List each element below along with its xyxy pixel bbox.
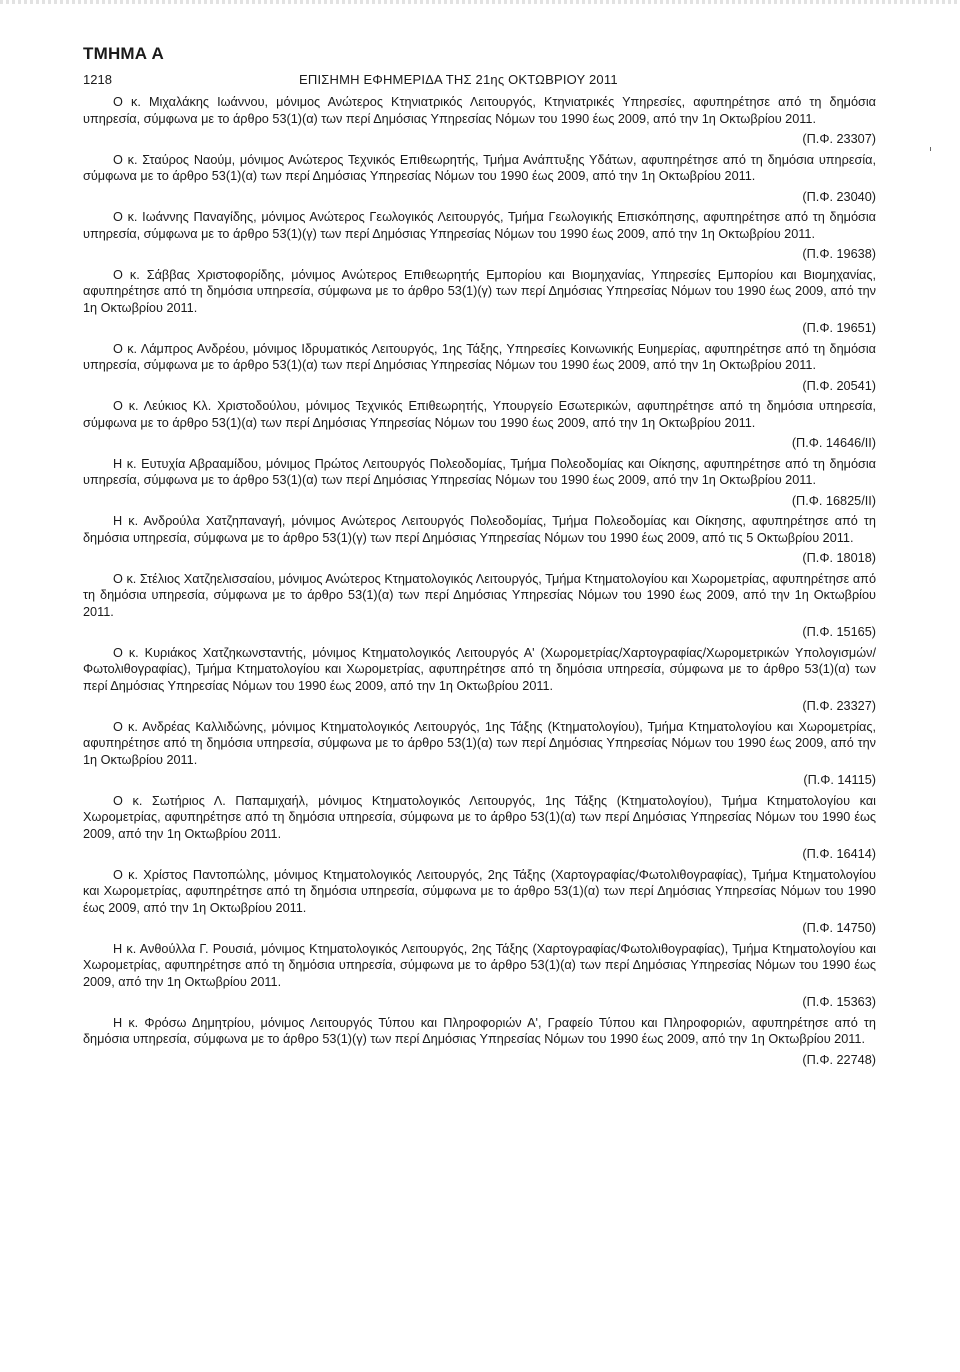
notice-text: Η κ. Ανδρούλα Χατζηπαναγή, μόνιμος Ανώτερος Λειτουργός Πολεοδομίας, Τμήμα Πολεοδομίας και Οίκησης, αφυπηρέτησε από τη δημόσια υπηρεσία, σύμφωνα με το άρθρο 53(1)(γ) των περί Δημόσιας Υπηρεσίας Νόμων του 1990 έως 2009, από τις 5 Οκτωβρίου 2011. bbox=[83, 514, 876, 545]
notice-reference: (Π.Φ. 20541) bbox=[802, 378, 876, 393]
notice-entry bbox=[83, 1015, 876, 1069]
notice-entry bbox=[83, 941, 876, 1011]
page-number: 1218 bbox=[83, 72, 112, 87]
notice-text: Ο κ. Σάββας Χριστοφορίδης, μόνιμος Ανώτερος Επιθεωρητής Εμπορίου και Βιομηχανίας, Υπηρεσίες Εμπορίου και Βιομηχανίας, αφυπηρέτησε από τη δημόσια υπηρεσία, σύμφωνα με το άρθρο 53(1)(γ) των περί Δημόσιας Υπηρεσίας Νόμων του 1990 έως 2009, από την 1η Οκτωβρίου 2011. bbox=[83, 267, 876, 315]
notice-entry bbox=[83, 267, 876, 337]
notice-entry bbox=[83, 341, 876, 395]
notice-reference: (Π.Φ. 15363) bbox=[802, 995, 876, 1009]
notice-reference: (Π.Φ. 16414) bbox=[802, 847, 876, 861]
notice-reference: (Π.Φ. 22748) bbox=[802, 1052, 876, 1067]
notice-reference: (Π.Φ. 19651) bbox=[802, 321, 876, 335]
notice-entry bbox=[83, 793, 876, 863]
section-title: ΤΜΗΜΑ Α bbox=[83, 44, 165, 63]
notice-entry bbox=[83, 152, 876, 206]
page-header bbox=[83, 72, 876, 90]
notice-entry bbox=[83, 571, 876, 641]
notice-entry bbox=[83, 456, 876, 510]
margin-mark bbox=[930, 147, 931, 151]
notice-text: Ο κ. Σταύρος Ναούμ, μόνιμος Ανώτερος Τεχνικός Επιθεωρητής, Τμήμα Ανάπτυξης Υδάτων, αφυπηρέτησε από τη δημόσια υπηρεσία, σύμφωνα με το άρθρο 53(1)(α) των περί Δημόσιας Υπηρεσίας Νόμων του 1990 έως 2009, από την 1η Οκτωβρίου 2011. bbox=[83, 152, 876, 183]
notice-reference: (Π.Φ. 19638) bbox=[802, 247, 876, 261]
notice-entry bbox=[83, 513, 876, 567]
notice-reference: (Π.Φ. 14750) bbox=[802, 921, 876, 935]
notice-text: Η κ. Ανθούλλα Γ. Ρουσιά, μόνιμος Κτηματολογικός Λειτουργός, 2ης Τάξης (Χαρτογραφίας/Φωτολιθογραφίας), Τμήμα Κτηματολογίου και Χωρομετρίας, αφυπηρέτησε από τη δημόσια υπηρεσία, σύμφωνα με το άρθρο 53(1)(α) των περί Δημόσιας Υπηρεσίας Νόμων του 1990 έως 2009, από την 1η Οκτωβρίου 2011. bbox=[83, 941, 876, 989]
notice-text: Ο κ. Μιχαλάκης Ιωάννου, μόνιμος Ανώτερος Κτηνιατρικός Λειτουργός, Κτηνιατρικές Υπηρεσίες, αφυπηρέτησε από τη δημόσια υπηρεσία, σύμφωνα με το άρθρο 53(1)(α) των περί Δημόσιας Υπηρεσίας Νόμων του 1990 έως 2009, από την 1η Οκτωβρίου 2011. bbox=[83, 95, 876, 126]
notice-text: Ο κ. Στέλιος Χατζηελισσαίου, μόνιμος Ανώτερος Κτηματολογικός Λειτουργός, Τμήμα Κτηματολογίου και Χωρομετρίας, αφυπηρέτησε από τη δημόσια υπηρεσία, σύμφωνα με το άρθρο 53(1)(α) των περί Δημόσιας Υπηρεσίας Νόμων του 1990 έως 2009, από την 1η Οκτωβρίου 2011. bbox=[83, 571, 876, 619]
notice-entry bbox=[83, 645, 876, 715]
notice-reference: (Π.Φ. 15165) bbox=[802, 625, 876, 639]
notice-text: Ο κ. Λάμπρος Ανδρέου, μόνιμος Ιδρυματικός Λειτουργός, 1ης Τάξης, Υπηρεσίες Κοινωνικής Ευημερίας, αφυπηρέτησε από τη δημόσια υπηρεσία, σύμφωνα με το άρθρο 53(1)(α) των περί Δημόσιας Υπηρεσίας Νόμων του 1990 έως 2009, από την 1η Οκτωβρίου 2011. bbox=[83, 341, 876, 372]
notice-entry bbox=[83, 867, 876, 937]
notice-text: Ο κ. Κυριάκος Χατζηκωνσταντής, μόνιμος Κτηματολογικός Λειτουργός Α' (Χωρομετρίας/Χαρτογραφίας/Χωρομετρικών Υπολογισμών/Φωτολιθογραφίας), Τμήμα Κτηματολογίου και Χωρομετρίας, αφυπηρέτησε από τη δημόσια υπηρεσία, σύμφωνα με το άρθρο 53(1)(α) των περί Δημόσιας Υπηρεσίας Νόμων του 1990 έως 2009, από την 1η Οκτωβρίου 2011. bbox=[83, 645, 876, 693]
notice-entry bbox=[83, 209, 876, 263]
notice-reference: (Π.Φ. 23307) bbox=[802, 132, 876, 146]
notice-text: Ο κ. Σωτήριος Λ. Παπαμιχαήλ, μόνιμος Κτηματολογικός Λειτουργός, 1ης Τάξης (Κτηματολογίου), Τμήμα Κτηματολογίου και Χωρομετρίας, αφυπηρέτησε από τη δημόσια υπηρεσία, σύμφωνα με το άρθρο 53(1)(α) των περί Δημόσιας Υπηρεσίας Νόμων του 1990 έως 2009, από την 1η Οκτωβρίου 2011. bbox=[83, 793, 876, 841]
notice-text: Ο κ. Ιωάννης Παναγίδης, μόνιμος Ανώτερος Γεωλογικός Λειτουργός, Τμήμα Γεωλογικής Επισκόπησης, αφυπηρέτησε από τη δημόσια υπηρεσία, σύμφωνα με το άρθρο 53(1)(γ) των περί Δημόσιας Υπηρεσίας Νόμων του 1990 έως 2009, από την 1η Οκτωβρίου 2011. bbox=[83, 210, 876, 241]
notice-entry bbox=[83, 94, 876, 148]
notice-entry bbox=[83, 398, 876, 452]
notice-reference: (Π.Φ. 23327) bbox=[802, 699, 876, 713]
notice-reference: (Π.Φ. 14115) bbox=[803, 773, 876, 787]
gazette-title: ΕΠΙΣΗΜΗ ΕΦΗΜΕΡΙΔΑ ΤΗΣ 21ης ΟΚΤΩΒΡΙΟΥ 2011 bbox=[299, 72, 618, 87]
scan-artifact-strip bbox=[0, 0, 960, 4]
notice-text: Η κ. Ευτυχία Αβρααμίδου, μόνιμος Πρώτος Λειτουργός Πολεοδομίας, Τμήμα Πολεοδομίας και Οίκησης, αφυπηρέτησε από τη δημόσια υπηρεσία, σύμφωνα με το άρθρο 53(1)(α) των περί Δημόσιας Υπηρεσίας Νόμων του 1990 έως 2009, από την 1η Οκτωβρίου 2011. bbox=[83, 456, 876, 487]
notice-reference: (Π.Φ. 23040) bbox=[802, 189, 876, 204]
notice-reference: (Π.Φ. 16825/ΙΙ) bbox=[791, 493, 876, 508]
notice-reference: (Π.Φ. 14646/ΙΙ) bbox=[791, 436, 876, 450]
notice-text: Ο κ. Ανδρέας Καλλιδώνης, μόνιμος Κτηματολογικός Λειτουργός, 1ης Τάξης (Κτηματολογίου), Τμήμα Κτηματολογίου και Χωρομετρίας, αφυπηρέτησε από τη δημόσια υπηρεσία, σύμφωνα με το άρθρο 53(1)(α) των περί Δημόσιας Υπηρεσίας Νόμων του 1990 έως 2009, από την 1η Οκτωβρίου 2011. bbox=[83, 719, 876, 767]
notice-text: Ο κ. Χρίστος Παντοπώλης, μόνιμος Κτηματολογικός Λειτουργός, 2ης Τάξης (Χαρτογραφίας/Φωτολιθογραφίας), Τμήμα Κτηματολογίου και Χωρομετρίας, αφυπηρέτησε από τη δημόσια υπηρεσία, σύμφωνα με το άρθρο 53(1)(α) των περί Δημόσιας Υπηρεσίας Νόμων του 1990 έως 2009, από την 1η Οκτωβρίου 2011. bbox=[83, 867, 876, 915]
notice-text: Η κ. Φρόσω Δημητρίου, μόνιμος Λειτουργός Τύπου και Πληροφοριών Α', Γραφείο Τύπου και Πληροφοριών, αφυπηρέτησε από τη δημόσια υπηρεσία, σύμφωνα με το άρθρο 53(1)(γ) των περί Δημόσιας Υπηρεσίας Νόμων του 1990 έως 2009, από την 1η Οκτωβρίου 2011. bbox=[83, 1015, 876, 1046]
notice-reference: (Π.Φ. 18018) bbox=[802, 551, 876, 565]
notice-text: Ο κ. Λεύκιος Κλ. Χριστοδούλου, μόνιμος Τεχνικός Επιθεωρητής, Υπουργείο Εσωτερικών, αφυπηρέτησε από τη δημόσια υπηρεσία, σύμφωνα με το άρθρο 53(1)(α) των περί Δημόσιας Υπηρεσίας Νόμων του 1990 έως 2009, από την 1η Οκτωβρίου 2011. bbox=[83, 399, 876, 430]
retirement-notices bbox=[83, 94, 876, 1072]
notice-entry bbox=[83, 719, 876, 789]
